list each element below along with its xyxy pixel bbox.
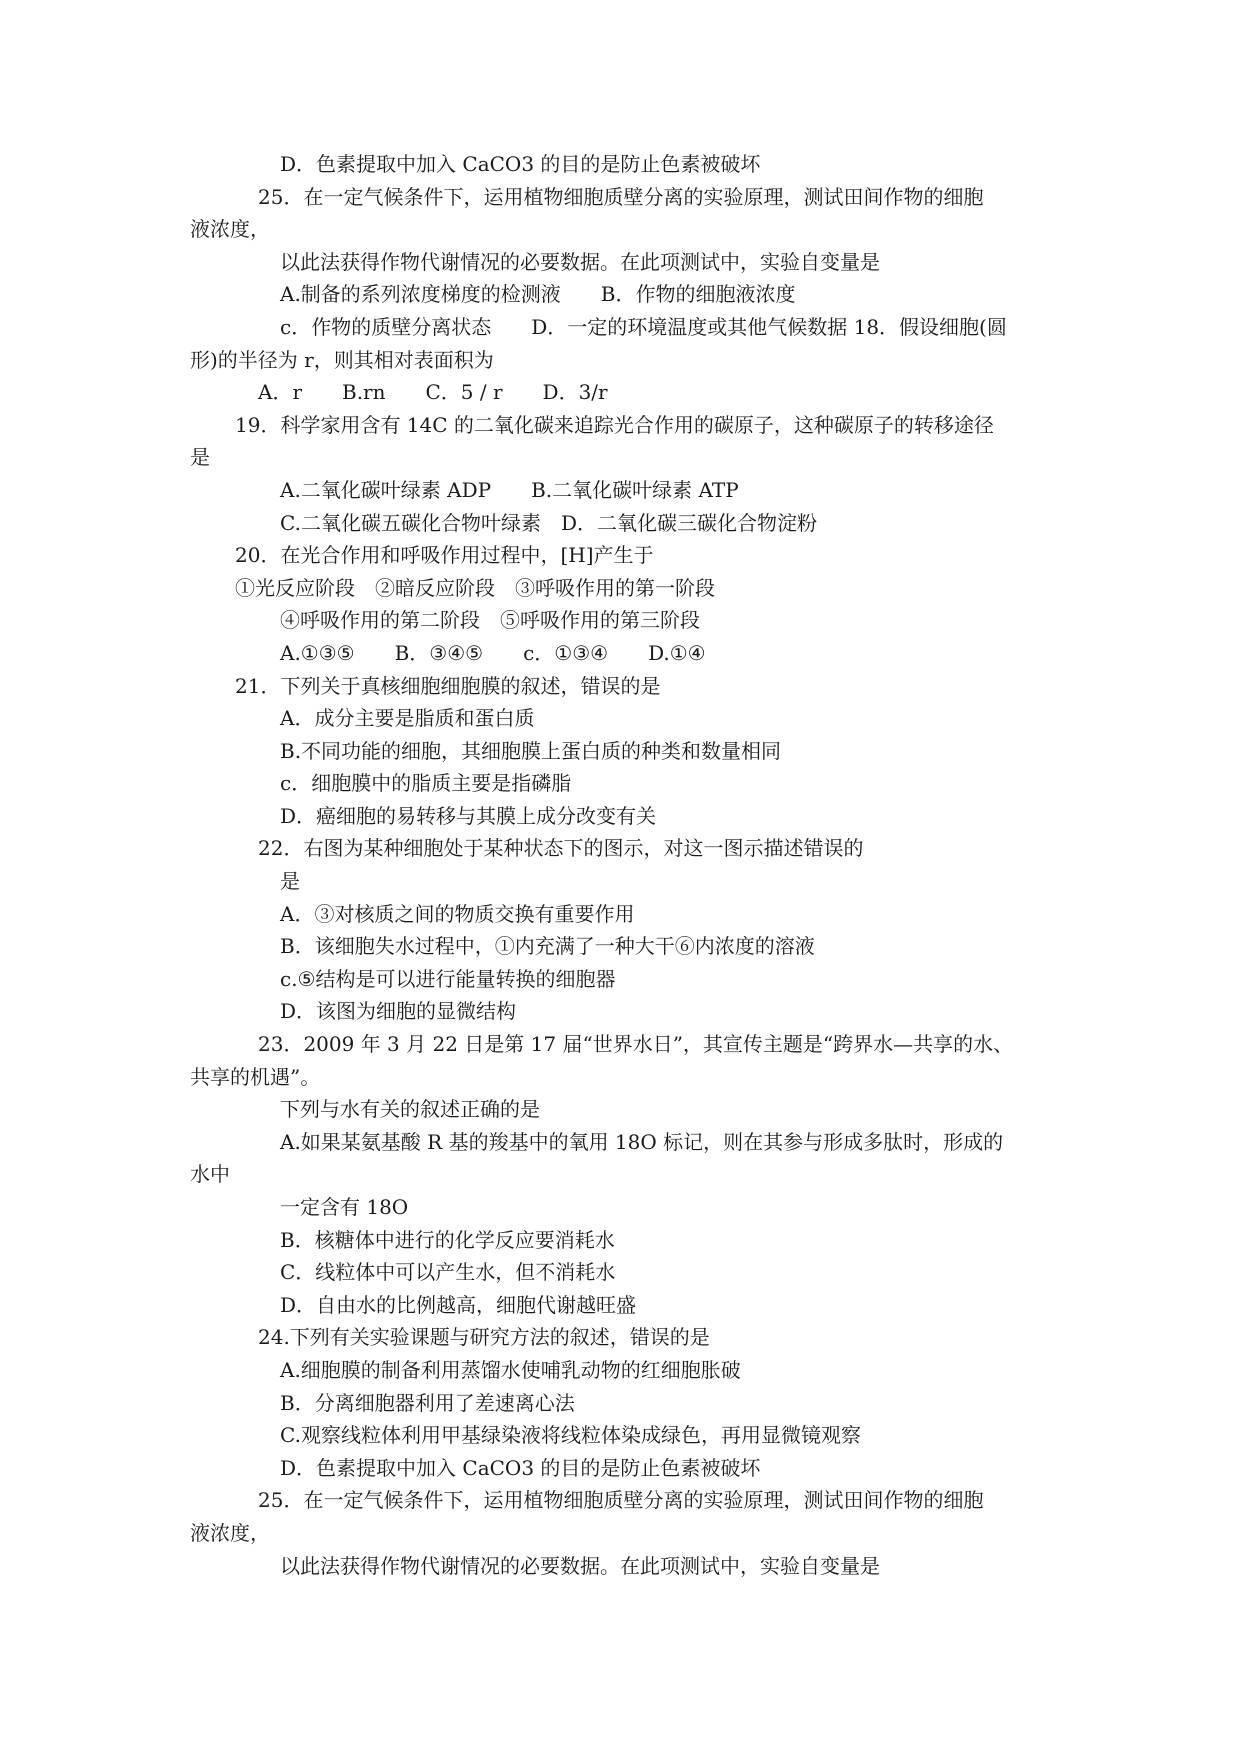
text-line: B．该细胞失水过程中，①内充满了一种大干⑥内浓度的溶液 <box>280 934 815 959</box>
text-line: ④呼吸作用的第二阶段 ⑤呼吸作用的第三阶段 <box>280 608 700 633</box>
text-line: D．自由水的比例越高，细胞代谢越旺盛 <box>280 1292 637 1317</box>
text-line: A．成分主要是脂质和蛋白质 <box>280 706 535 731</box>
text-line: 下列与水有关的叙述正确的是 <box>280 1097 540 1122</box>
text-line: 一定含有 18O <box>280 1195 409 1219</box>
text-line: 液浓度， <box>190 217 270 242</box>
text-line: 是 <box>280 869 300 894</box>
text-line: A．r B.rn C．5 / r D．3/r <box>258 380 608 405</box>
text-line: 以此法获得作物代谢情况的必要数据。在此项测试中，实验自变量是 <box>280 249 880 274</box>
text-line: 水中 <box>190 1162 230 1187</box>
text-line: D．该图为细胞的显微结构 <box>280 999 517 1024</box>
text-line: C．线粒体中可以产生水，但不消耗水 <box>280 1260 616 1285</box>
text-line: A．③对核质之间的物质交换有重要作用 <box>280 901 635 926</box>
text-line: D．色素提取中加入 CaCO3 的目的是防止色素被破坏 <box>280 1455 761 1480</box>
question-25-stem: 25．在一定气候条件下，运用植物细胞质壁分离的实验原理，测试田间作物的细胞 <box>258 1488 984 1513</box>
question-19-stem: 19．科学家用含有 14C 的二氧化碳来追踪光合作用的碳原子，这种碳原子的转移途径 <box>235 412 994 437</box>
text-line: B．核糖体中进行的化学反应要消耗水 <box>280 1227 615 1252</box>
text-line: D．色素提取中加入 CaCO3 的目的是防止色素被破坏 <box>280 152 761 176</box>
text-line: 以此法获得作物代谢情况的必要数据。在此项测试中，实验自变量是 <box>280 1553 880 1578</box>
text-line: 形)的半径为 r，则其相对表面积为 <box>190 347 494 372</box>
text-line: A.①③⑤ B．③④⑤ c．①③④ D.①④ <box>280 640 706 665</box>
text-line: 共享的机遇”。 <box>190 1064 321 1089</box>
text-line: C.二氧化碳五碳化合物叶绿素 D．二氧化碳三碳化合物淀粉 <box>280 510 817 535</box>
question-24-stem: 24.下列有关实验课题与研究方法的叙述，错误的是 <box>258 1325 710 1350</box>
text-line: 是 <box>190 445 210 470</box>
text-line: B．分离细胞器利用了差速离心法 <box>280 1390 575 1415</box>
text-line: c．细胞膜中的脂质主要是指磷脂 <box>280 771 572 796</box>
question-23-stem: 23．2009 年 3 月 22 日是第 17 届“世界水日”，其宣传主题是“跨界水—共享的水、 <box>258 1032 1014 1057</box>
question-25-stem: 25．在一定气候条件下，运用植物细胞质壁分离的实验原理，测试田间作物的细胞 <box>258 184 984 209</box>
question-20-stem: 20．在光合作用和呼吸作用过程中，[H]产生于 <box>235 543 654 568</box>
text-line: B.不同功能的细胞，其细胞膜上蛋白质的种类和数量相同 <box>280 738 782 763</box>
text-line: c．作物的质壁分离状态 D．一定的环境温度或其他气候数据 18．假设细胞(圆 <box>280 314 1007 339</box>
text-line: C.观察线粒体利用甲基绿染液将线粒体染成绿色，再用显微镜观察 <box>280 1423 861 1448</box>
text-line: c.⑤结构是可以进行能量转换的细胞器 <box>280 966 616 991</box>
question-22-stem: 22．右图为某种细胞处于某种状态下的图示，对这一图示描述错误的 <box>258 836 864 861</box>
text-line: 液浓度， <box>190 1520 270 1545</box>
question-21-stem: 21．下列关于真核细胞细胞膜的叙述，错误的是 <box>235 673 661 698</box>
text-line: A.二氧化碳叶绿素 ADP B.二氧化碳叶绿素 ATP <box>280 477 739 502</box>
text-line: A.细胞膜的制备利用蒸馏水使哺乳动物的红细胞胀破 <box>280 1357 741 1382</box>
text-line: A.制备的系列浓度梯度的检测液 B．作物的细胞液浓度 <box>280 282 796 307</box>
text-line: ①光反应阶段 ②暗反应阶段 ③呼吸作用的第一阶段 <box>235 575 715 600</box>
text-line: A.如果某氨基酸 R 基的羧基中的氧用 18O 标记，则在其参与形成多肽时，形成的 <box>280 1129 1004 1154</box>
text-line: D．癌细胞的易转移与其膜上成分改变有关 <box>280 803 657 828</box>
document-body <box>190 148 1070 1582</box>
